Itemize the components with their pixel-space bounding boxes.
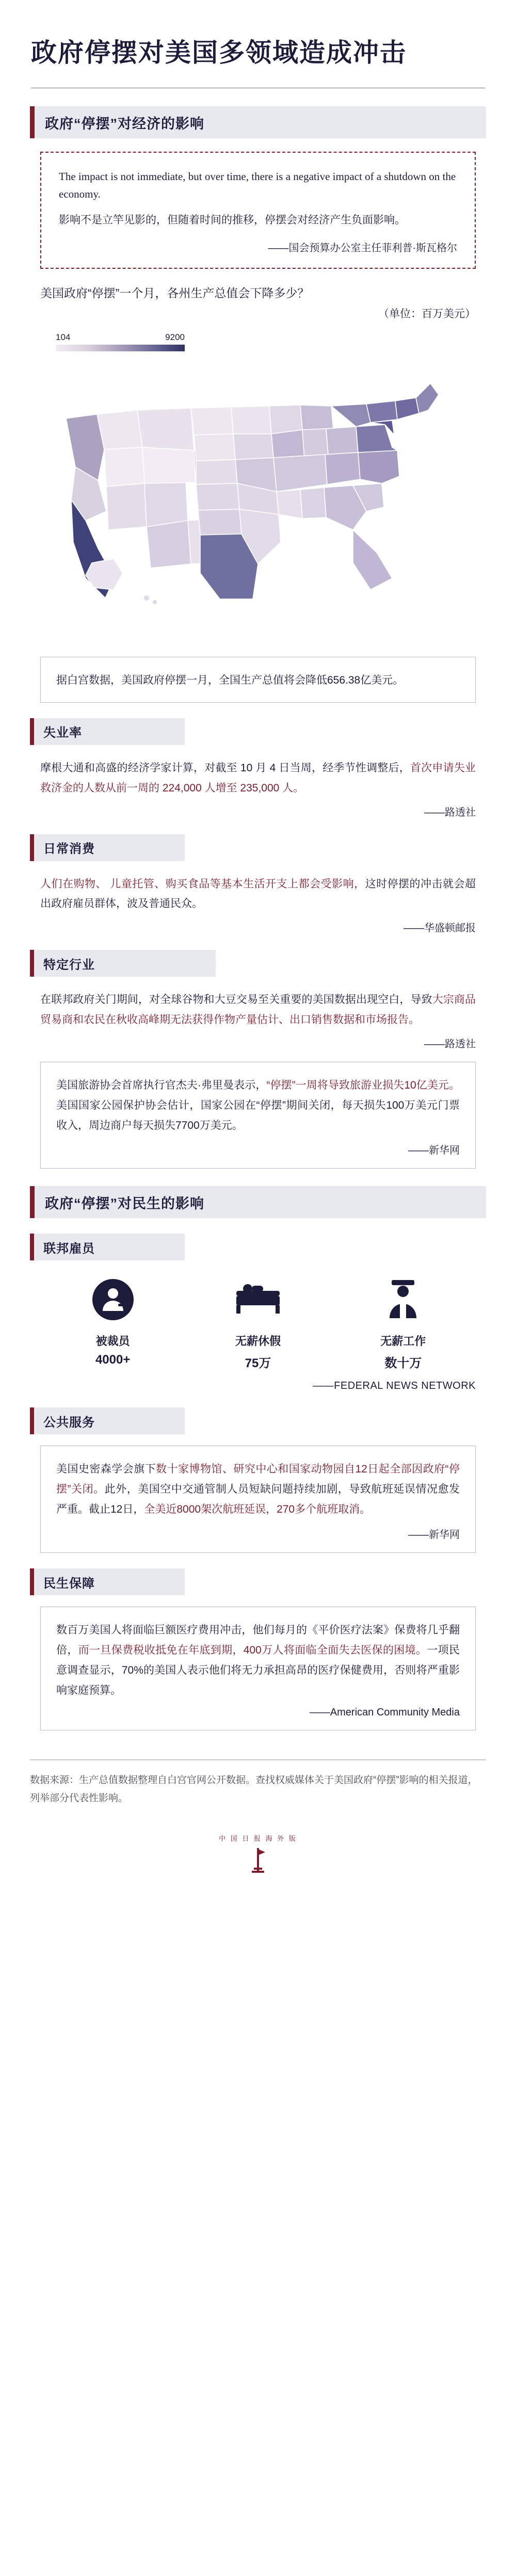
- legend-max-label: 9200: [165, 332, 185, 343]
- state-ny: [366, 401, 397, 423]
- public-services-card: [40, 1446, 476, 1553]
- state-mt-w: [97, 410, 142, 449]
- stat-unpaid-value: 数十万: [384, 1356, 422, 1371]
- public-text-highlight-2: 全美近8000架次航班延误，270多个航班取消。: [144, 1503, 371, 1516]
- welfare-text-post: 一项民意调查显示，70%的美国人表示他们将无力承担高昂的医疗保健费用，否则将严重影响家庭预算。: [56, 1644, 460, 1696]
- section-header-industry: [30, 950, 216, 977]
- section-header-federal: [30, 1234, 185, 1260]
- map-unit: （单位：百万美元）: [378, 308, 476, 320]
- state-fl: [353, 530, 392, 590]
- person-minus-icon: [88, 1275, 138, 1324]
- state-id: [104, 447, 144, 487]
- footer-note: 数据来源：生产总值数据整理自白宫官网公开数据。查找权威媒体关于美国政府“停摆”影响的相关报道，列举部分代表性影响。: [30, 1775, 478, 1804]
- state-hi-2: [152, 600, 157, 605]
- section-header-welfare: [30, 1568, 185, 1595]
- worker-icon: [378, 1275, 428, 1324]
- stat-layoffs-value: 4000+: [95, 1353, 131, 1367]
- accent-bar: [30, 1186, 35, 1218]
- state-nd: [191, 407, 233, 435]
- accent-bar: [30, 1407, 34, 1434]
- state-ia: [233, 434, 273, 460]
- quote-chinese: 影响不是立竿见影的，但随着时间的推移，停摆会对经济产生负面影响。: [59, 214, 406, 226]
- state-ky: [325, 452, 360, 484]
- section-title-economy: 政府“停摆”对经济的影响: [45, 116, 204, 132]
- state-nv: [106, 483, 147, 530]
- state-wy: [142, 447, 196, 483]
- stat-unpaid-work: [338, 1275, 469, 1371]
- unemployment-paragraph: [40, 758, 476, 799]
- industry-text1-pre: 在联邦政府关门期间，对全球谷物和大豆交易至关重要的美国数据出现空白，导致: [40, 994, 432, 1006]
- gdp-summary-text: 据白宫数据，美国政府停摆一月，全国生产总值将会降低656.38亿美元。: [56, 674, 404, 687]
- state-ks: [196, 483, 239, 510]
- section-header-daily: [30, 834, 185, 861]
- industry-text1-highlight: 大宗商品贸易商和农民在秋收高峰期无法获得作物产量估计、出口销售数据和市场报告。: [40, 994, 476, 1026]
- accent-bar: [30, 834, 34, 861]
- industry-text2-pre: 美国旅游协会首席执行官杰夫·弗里曼表示，: [56, 1079, 267, 1091]
- daily-source: ——华盛顿邮报: [404, 922, 476, 934]
- public-text-pre: 美国史密森学会旗下: [56, 1463, 156, 1476]
- section-header-livelihood: [30, 1186, 486, 1218]
- welfare-text-highlight: 而一旦保费税收抵免在年底到期，400万人将面临全面失去医保的困境。: [78, 1644, 427, 1656]
- publisher-name: 中 国 日 报 海 外 版: [219, 1834, 297, 1842]
- stat-unpaid-label: 无薪工作: [380, 1335, 426, 1348]
- welfare-card: [40, 1607, 476, 1730]
- section-header-economy: [30, 106, 486, 138]
- state-al: [300, 488, 326, 519]
- state-ut: [144, 481, 188, 527]
- section-title-federal: 联邦雇员: [43, 1241, 95, 1256]
- state-mt-e: [137, 408, 194, 450]
- accent-bar: [30, 106, 35, 138]
- daily-paragraph: [40, 874, 476, 915]
- industry-source-1: ——路透社: [424, 1038, 476, 1050]
- page-title: 政府停摆对美国多领域造成冲击: [31, 38, 407, 67]
- footer-divider: [30, 1759, 486, 1760]
- stat-layoffs: [47, 1275, 178, 1367]
- title-divider: [31, 87, 485, 89]
- stat-furlough-value: 75万: [245, 1356, 271, 1371]
- accent-bar: [30, 1234, 34, 1260]
- map-svg: [36, 357, 480, 645]
- accent-bar: [30, 1568, 34, 1595]
- state-tn: [273, 455, 327, 492]
- section-title-industry: 特定行业: [43, 958, 95, 972]
- state-ok: [198, 509, 241, 535]
- unemployment-source: ——路透社: [424, 806, 476, 818]
- map-legend: [56, 332, 185, 351]
- state-ms: [277, 490, 302, 519]
- state-az: [147, 521, 191, 568]
- map-legend-labels: [56, 332, 185, 343]
- state-ne: [196, 460, 237, 484]
- economy-quote-box: [40, 152, 476, 269]
- industry-paragraph-1: [40, 990, 476, 1030]
- welfare-text-pre: 数百万美国人将面临巨额医疗费用冲击，他们每月的《平价医疗法案》保费将几乎翻倍，: [56, 1624, 460, 1656]
- map-question: 美国政府“停摆”一个月，各州生产总值会下降多少？: [40, 286, 310, 300]
- daily-text-highlight: 人们在购物、 儿童托管、购买食品等基本生活开支上都会受影响，: [40, 878, 365, 890]
- stat-furlough: [192, 1275, 323, 1371]
- us-choropleth-map: [36, 357, 480, 645]
- industry-card2-text: [56, 1076, 460, 1136]
- section-title-daily: 日常消费: [43, 842, 95, 856]
- industry-source-2: ——新华网: [408, 1145, 460, 1157]
- quote-source: ——国会预算办公室主任菲利普·斯瓦格尔: [268, 242, 457, 254]
- welfare-text: [56, 1621, 460, 1700]
- welfare-source: ——American Community Media: [309, 1707, 460, 1719]
- public-services-source: ——新华网: [408, 1529, 460, 1541]
- quote-english: The impact is not immediate, but over time, there is a negative impact of a shutdown on the economy.: [59, 170, 456, 200]
- federal-stats-row: [40, 1275, 476, 1371]
- stat-layoffs-label: 被裁员: [95, 1335, 130, 1348]
- unemployment-text-highlight: 首次申请失业救济金的人数从前一周的 224,000 人增至 235,000 人。: [40, 762, 476, 794]
- state-wi: [269, 405, 302, 434]
- federal-source: ——FEDERAL NEWS NETWORK: [313, 1380, 476, 1392]
- section-title-public: 公共服务: [43, 1415, 95, 1430]
- public-text-mid: 此外，美国空中交通管制人员短缺问题持续加剧，导致航班延误情况愈发严重。截止12日，: [56, 1483, 460, 1516]
- industry-text2-highlight: “停摆”一周将导致旅游业损失10亿美元。: [266, 1079, 460, 1091]
- legend-min-label: 104: [56, 332, 71, 343]
- state-ak: [86, 559, 123, 590]
- public-text-highlight-1: 数十家博物馆、研究中心和国家动物园自12日起全部因政府“停摆”关闭。: [56, 1463, 460, 1496]
- section-title-unemployment: 失业率: [43, 726, 82, 740]
- gdp-summary-card: [40, 657, 476, 703]
- industry-card-2: [40, 1062, 476, 1169]
- unemployment-text-pre: 摩根大通和高盛的经济学家计算，对截至 10 月 4 日当周，经季节性调整后，: [40, 762, 410, 774]
- industry-text2-post: 美国国家公园保护协会估计，国家公园在“停摆”期间关闭，每天损失100万美元门票收入，周边商户每天损失7700万美元。: [56, 1099, 460, 1131]
- section-title-welfare: 民生保障: [43, 1576, 95, 1591]
- accent-bar: [30, 718, 34, 745]
- section-header-public: [30, 1407, 185, 1434]
- section-title-livelihood: 政府“停摆”对民生的影响: [45, 1195, 204, 1211]
- publisher-logo: [0, 1833, 516, 1876]
- legend-gradient-bar: [56, 345, 185, 351]
- state-pa: [331, 404, 370, 427]
- public-services-text: [56, 1460, 460, 1520]
- title-block: [0, 0, 516, 89]
- state-hi: [143, 595, 150, 601]
- logo-mark-icon: [0, 1845, 516, 1876]
- accent-bar: [30, 950, 34, 977]
- state-mi: [300, 405, 333, 430]
- state-sd: [194, 434, 235, 461]
- bed-icon: [233, 1275, 283, 1324]
- state-mn: [231, 406, 271, 434]
- state-oh: [326, 427, 358, 455]
- state-ne-states: [395, 398, 419, 419]
- daily-text-post: 这时停摆的冲击就会超出政府雇员群体，波及普通民众。: [40, 878, 476, 910]
- state-il: [271, 430, 304, 460]
- state-nc: [358, 450, 399, 483]
- section-header-unemployment: [30, 718, 185, 745]
- state-me: [416, 383, 439, 413]
- stat-furlough-label: 无薪休假: [235, 1335, 281, 1348]
